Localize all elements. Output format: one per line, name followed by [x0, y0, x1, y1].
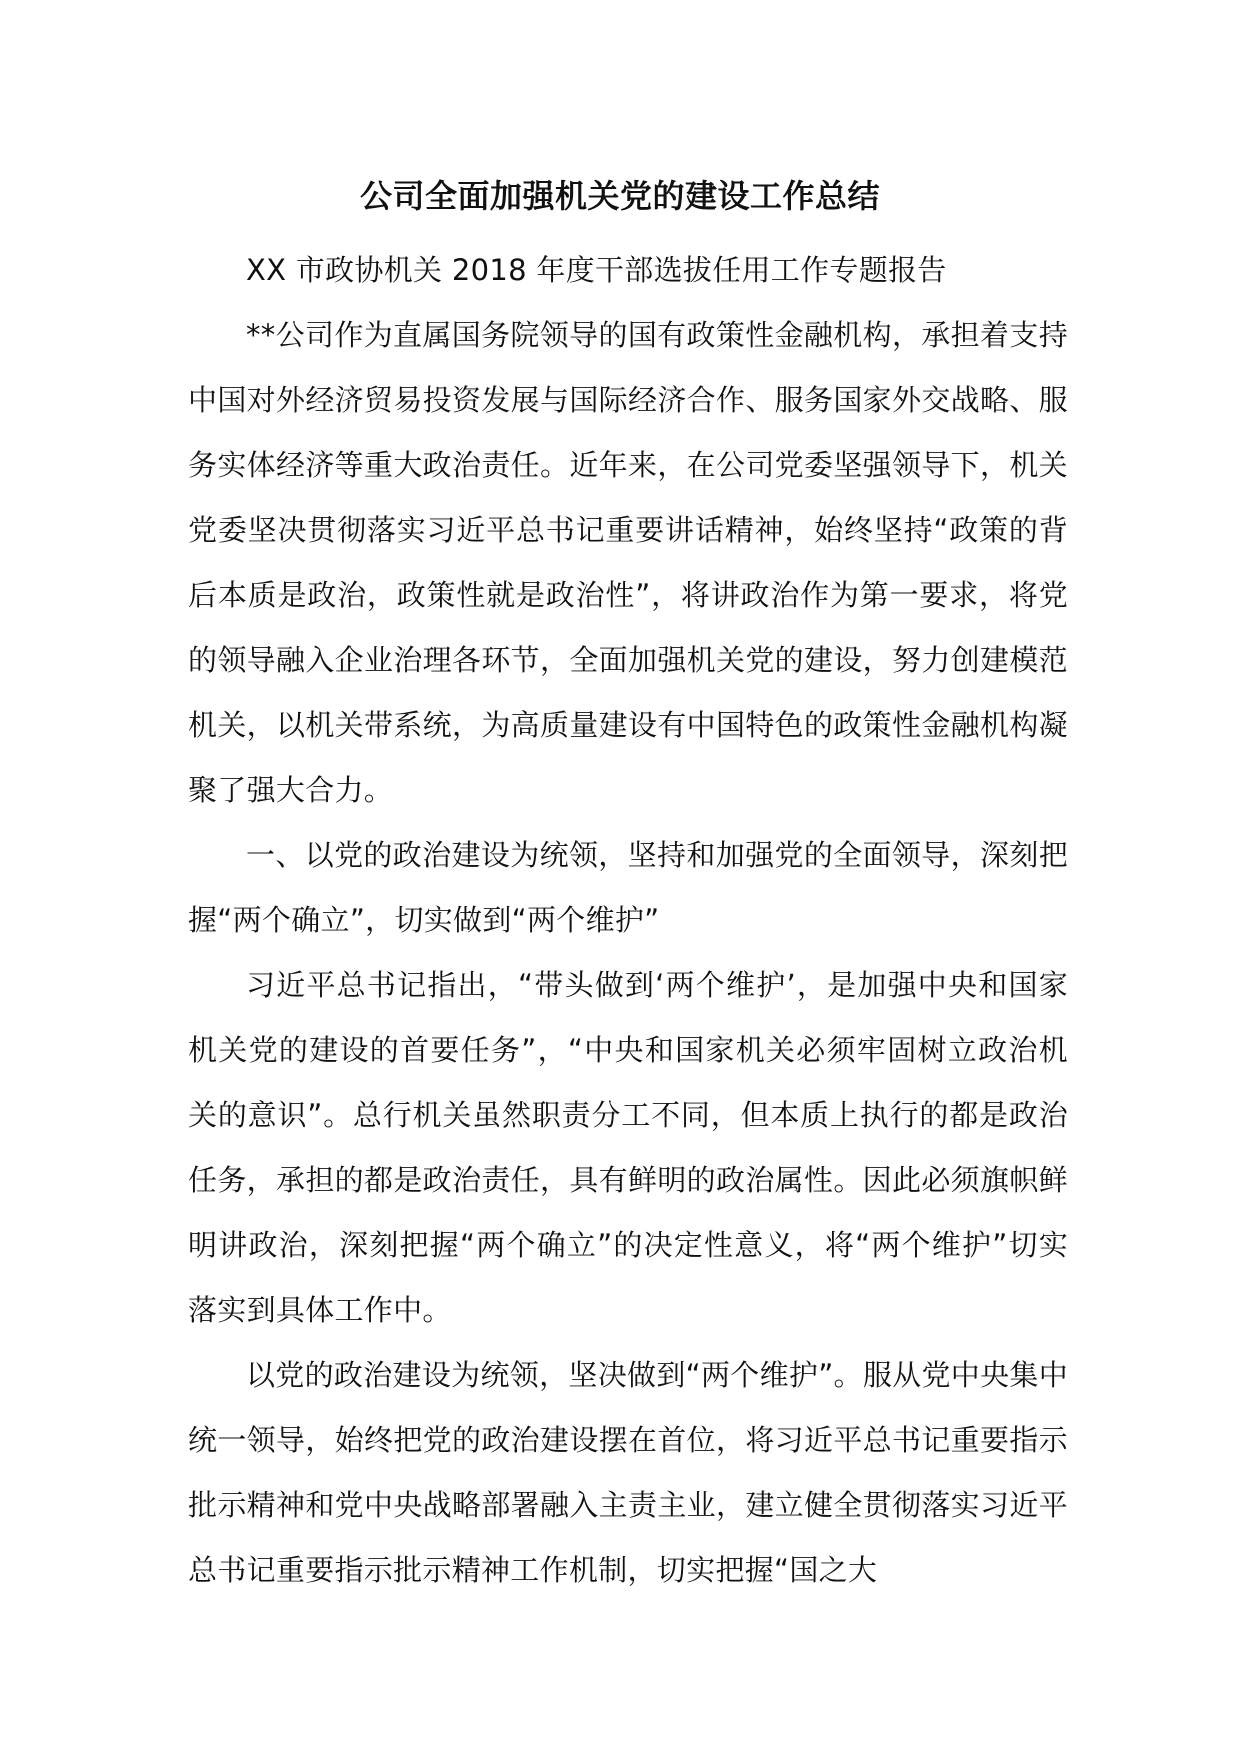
document-title: 公司全面加强机关党的建设工作总结	[359, 177, 880, 215]
section-heading-one: 一、以党的政治建设为统领，坚持和加强党的全面领导，深刻把握“两个确立”，切实做到“两个维护”	[188, 838, 1068, 937]
body-paragraph-quote: 习近平总书记指出，“带头做到‘两个维护’，是加强中央和国家机关党的建设的首要任务”，“中央和国家机关必须牢固树立政治机关的意识”。总行机关虽然职责分工不同，但本质上执行的都是政治任务，承担的都是政治责任，具有鲜明的政治属性。因此必须旗帜鲜明讲政治，深刻把握“两个确立”的决定性意义，将“两个维护”切实落实到具体工作中。	[188, 968, 1068, 1327]
report-subtitle-line: XX 市政协机关 2018 年度干部选拔任用工作专题报告	[246, 253, 947, 287]
document-body	[188, 238, 1068, 1603]
body-paragraph-leadership: 以党的政治建设为统领，坚决做到“两个维护”。服从党中央集中统一领导，始终把党的政治建设摆在首位，将习近平总书记重要指示批示精神和党中央战略部署融入主责主业，建立健全贯彻落实习近平总书记重要指示批示精神工作机制，切实把握“国之大	[188, 1358, 1068, 1587]
body-paragraph-intro: **公司作为直属国务院领导的国有政策性金融机构，承担着支持中国对外经济贸易投资发展与国际经济合作、服务国家外交战略、服务实体经济等重大政治责任。近年来，在公司党委坚强领导下，机关党委坚决贯彻落实习近平总书记重要讲话精神，始终坚持“政策的背后本质是政治，政策性就是政治性”，将讲政治作为第一要求，将党的领导融入企业治理各环节，全面加强机关党的建设，努力创建模范机关，以机关带系统，为高质量建设有中国特色的政策性金融机构凝聚了强大合力。	[188, 318, 1068, 807]
